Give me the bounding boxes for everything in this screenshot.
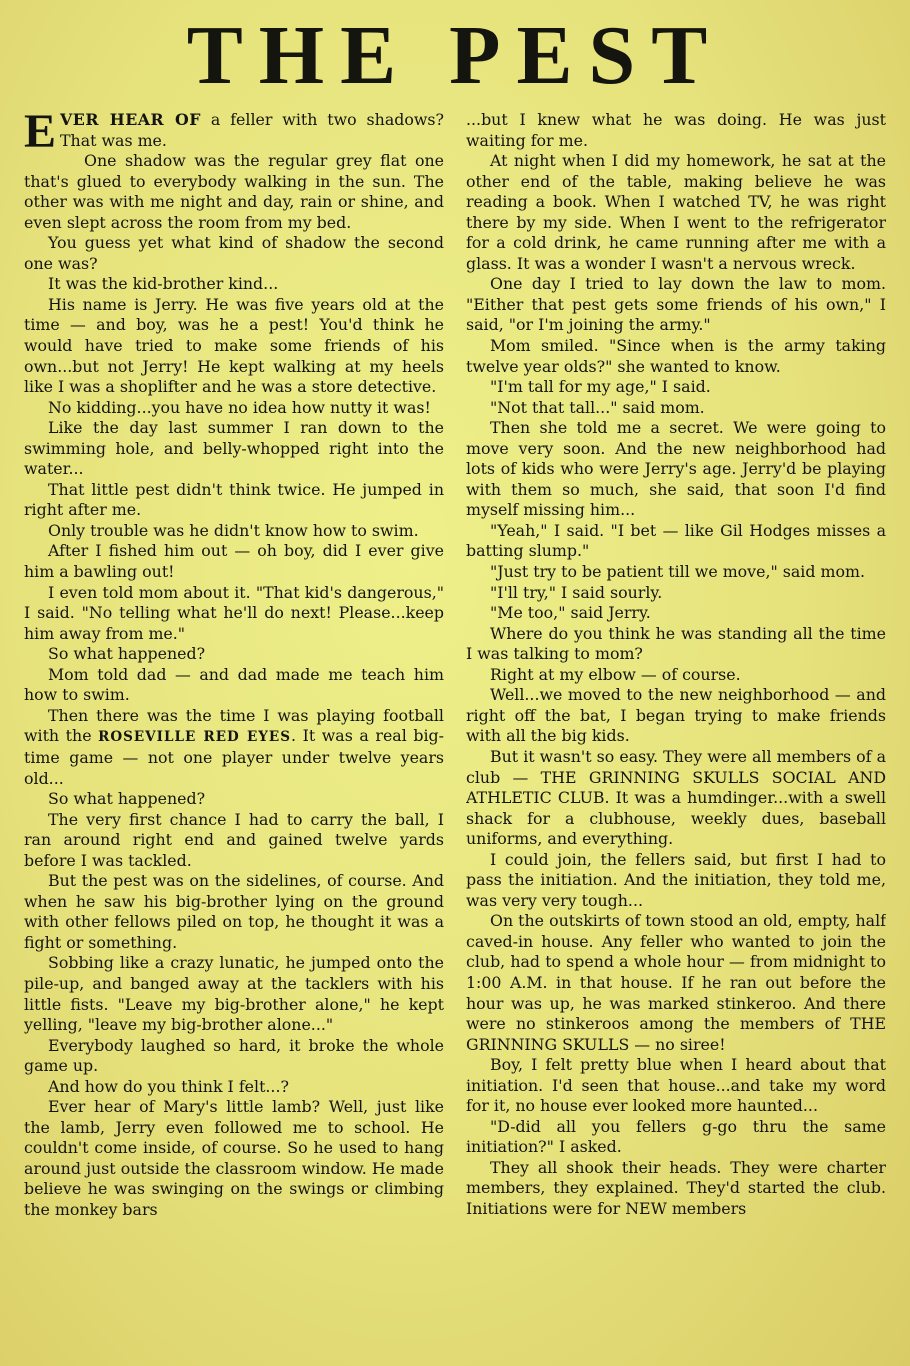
paragraph: The very first chance I had to carry the ball, I ran around right end and gained twelve yards before I was tackled.: [24, 809, 444, 870]
paragraph: That little pest didn't think twice. He jumped in right after me.: [24, 479, 444, 520]
paragraph: "I'll try," I said sourly.: [490, 582, 663, 602]
paragraph: No kidding...you have no idea how nutty it was!: [48, 397, 431, 417]
story-title: THE PEST: [186, 9, 724, 102]
paragraph: And how do you think I felt...?: [48, 1076, 289, 1096]
paragraph: "Not that tall..." said mom.: [490, 397, 705, 417]
paragraph: On the outskirts of town stood an old, empty, half caved-in house. Any feller who wanted to join the club, had to spend a whole hour — from midnight to 1:00 A.M. in that house. If he ran out before the hour was up, he was marked stinkeroo. And there were no stinkeroos among the members of THE GRINNING SKULLS — no siree!: [466, 911, 886, 1054]
paragraph: I could join, the fellers said, but first I had to pass the initiation. And the initiation, they told me, was very very tough...: [466, 849, 886, 910]
paragraph: Boy, I felt pretty blue when I heard about that initiation. I'd seen that house...and take my word for it, no house ever looked more haunted...: [466, 1055, 886, 1116]
paragraph: Mom smiled. "Since when is the army taking twelve year olds?" she wanted to know.: [466, 336, 886, 376]
opening-paragraph: [24, 110, 444, 158]
paragraph: It was the kid-brother kind...: [48, 274, 279, 294]
left-column: [24, 110, 444, 1360]
paragraph: "I'm tall for my age," I said.: [490, 377, 711, 397]
paragraph: "D-did all you fellers g-go thru the same initiation?" I asked.: [466, 1116, 886, 1157]
paragraph-text: Then there was the time I was playing football with the: [24, 705, 444, 746]
paragraph: But it wasn't so easy. They were all members of a club — THE GRINNING SKULLS SOCIAL AND ATHLETIC CLUB. It was a humdinger...with a swell shack for a clubhouse, weekly dues, baseball uniforms, and everything.: [466, 746, 886, 849]
paragraph: Then she told me a secret. We were going to move very soon. And the new neighborhood had lots of kids who were Jerry's age. Jerry'd be playing with them so much, she said, that soon I'd find myself missing him...: [466, 418, 886, 520]
paragraph: "Me too," said Jerry.: [490, 603, 651, 623]
paragraph: Right at my elbow — of course.: [490, 664, 741, 684]
paragraph: Ever hear of Mary's little lamb? Well, just like the lamb, Jerry even followed me to school. He couldn't come inside, of course. So he used to hang around just outside the classroom window. He made believe he was swinging on the swings or climbing the monkey bars: [24, 1097, 444, 1219]
paragraph: They all shook their heads. They were charter members, they explained. They'd started the club. Initiations were for NEW members: [466, 1157, 886, 1218]
paragraph: At night when I did my homework, he sat at the other end of the table, making believe he was reading a book. When I watched TV, he was right there by my side. When I went to the refrigerator for a cold drink, he came running after me with a glass. It was a wonder I wasn't a nervous wreck.: [466, 151, 886, 273]
paragraph: One day I tried to lay down the law to mom. "Either that pest gets some friends of his own," I said, "or I'm joining the army.": [466, 274, 886, 335]
paragraph: "Just try to be patient till we move," said mom.: [490, 562, 865, 582]
paragraph: So what happened?: [48, 789, 206, 809]
paragraph-football: [24, 706, 444, 789]
paragraph: Like the day last summer I ran down to the swimming hole, and belly-whopped right into the water...: [24, 418, 444, 479]
paragraph: Everybody laughed so hard, it broke the whole game up.: [24, 1035, 444, 1076]
paragraph-text: . It was a real big-time game — not one player under twelve years old...: [24, 726, 444, 788]
paragraph: One shadow was the regular grey flat one that's glued to everybody walking in the sun. The other was with me night and day, rain or shine, and even slept across the room from my bed.: [24, 151, 444, 232]
paragraph: His name is Jerry. He was five years old at the time — and boy, was he a pest! You'd think he would have tried to make some friends of his own...but not Jerry! He kept walking at my heels like I was a shoplifter and he was a store detective.: [24, 294, 444, 397]
paragraph: Where do you think he was standing all the time I was talking to mom?: [466, 623, 886, 664]
paragraph: After I fished him out — oh boy, did I ever give him a bawling out!: [24, 541, 444, 582]
team-name: ROSEVILLE RED EYES: [98, 729, 291, 746]
paragraph: Mom told dad — and dad made me teach him how to swim.: [24, 664, 444, 705]
paragraph-continued: ...but I knew what he was doing. He was just waiting for me.: [466, 110, 886, 150]
drop-cap: E: [24, 110, 57, 158]
paragraph: "Yeah," I said. "I bet — like Gil Hodges misses a batting slump.": [466, 520, 886, 561]
lead-in: VER HEAR OF: [60, 110, 202, 129]
paragraph: You guess yet what kind of shadow the second one was?: [24, 233, 444, 273]
paragraph: Sobbing like a crazy lunatic, he jumped onto the pile-up, and banged away at the tacklers with his little fists. "Leave my big-brother alone," he kept yelling, "leave my big-brother alone...": [24, 953, 444, 1035]
paragraph: So what happened?: [48, 644, 206, 664]
right-column: [466, 110, 886, 1360]
paragraph: Well...we moved to the new neighborhood — and right off the bat, I began trying to make friends with all the big kids.: [466, 685, 886, 746]
paragraph: I even told mom about it. "That kid's dangerous," I said. "No telling what he'll do next! Please...keep him away from me.": [24, 582, 444, 643]
paragraph: Only trouble was he didn't know how to swim.: [48, 520, 419, 540]
opening-text: a feller with two shadows? That was me.: [60, 110, 444, 150]
paragraph: But the pest was on the sidelines, of course. And when he saw his big-brother lying on the ground with other fellows piled on top, he thought it was a fight or something.: [24, 871, 444, 952]
